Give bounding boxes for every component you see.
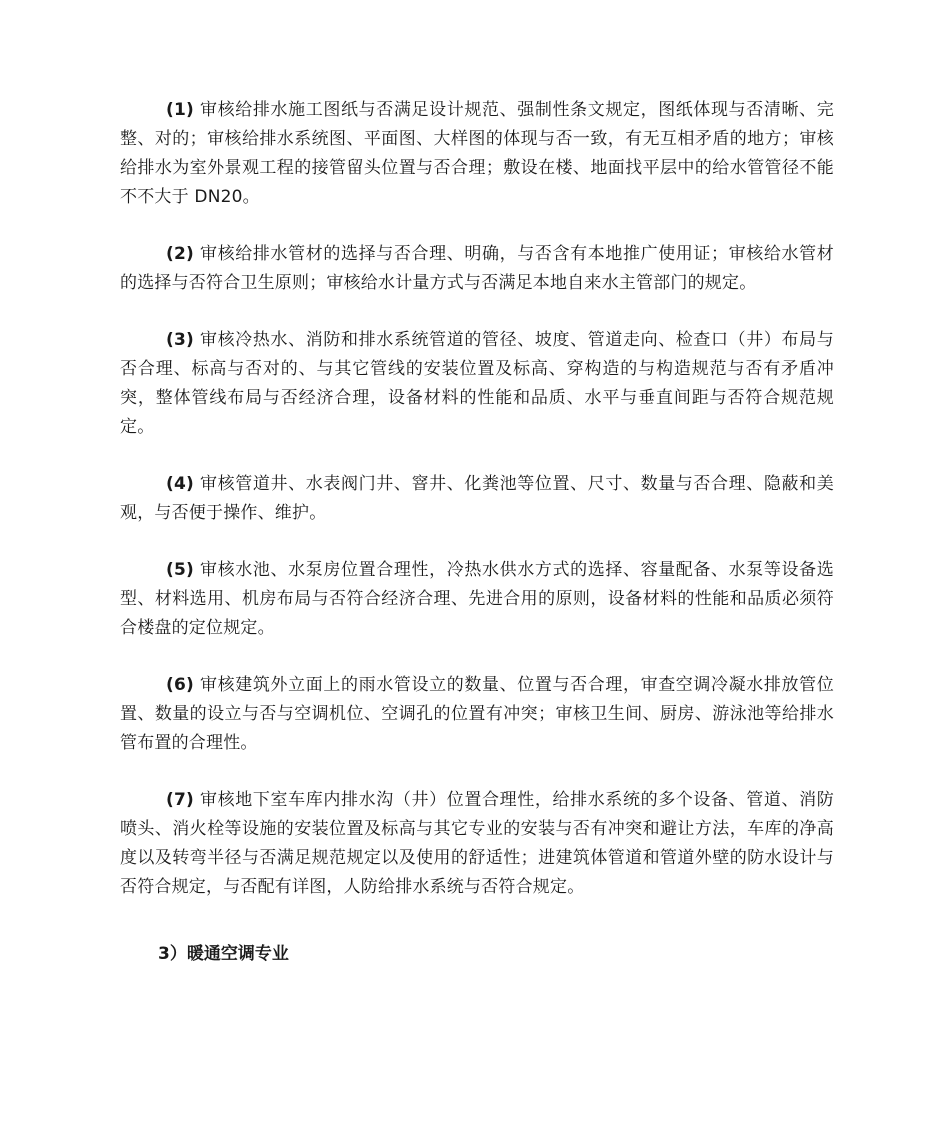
document-page	[120, 96, 834, 969]
paragraph-item-4	[120, 470, 834, 528]
item-number: (4)	[166, 474, 194, 494]
item-number: (6)	[166, 675, 194, 695]
item-number: (2)	[166, 244, 194, 264]
paragraph-item-7	[120, 786, 834, 902]
paragraph-item-3	[120, 326, 834, 442]
item-text: 审核给排水管材的选择与否合理、明确，与否含有本地推广使用证；审核给水管材的选择与否符合卫生原则；审核给水计量方式与否满足本地自来水主管部门的规定。	[120, 244, 834, 293]
item-text: 审核地下室车库内排水沟（井）位置合理性，给排水系统的多个设备、管道、消防喷头、消火栓等设施的安装位置及标高与其它专业的安装与否有冲突和避让方法，车库的净高度以及转弯半径与否满足规范规定以及使用的舒适性；进建筑体管道和管道外壁的防水设计与否符合规定，与否配有详图，人防给排水系统与否符合规定。	[120, 790, 834, 897]
paragraph-item-1	[120, 96, 834, 212]
item-number: (1)	[166, 100, 194, 120]
item-text: 审核冷热水、消防和排水系统管道的管径、坡度、管道走向、检查口（井）布局与否合理、标高与否对的、与其它管线的安装位置及标高、穿构造的与构造规范与否有矛盾冲突，整体管线布局与否经济合理，设备材料的性能和品质、水平与垂直间距与否符合规范规定。	[120, 330, 834, 437]
item-text: 审核建筑外立面上的雨水管设立的数量、位置与否合理，审查空调冷凝水排放管位置、数量的设立与否与空调机位、空调孔的位置有冲突；审核卫生间、厨房、游泳池等给排水管布置的合理性。	[120, 675, 834, 753]
item-number: (5)	[166, 560, 194, 580]
paragraph-item-2	[120, 240, 834, 298]
item-text: 审核管道井、水表阀门井、窨井、化粪池等位置、尺寸、数量与否合理、隐蔽和美观，与否便于操作、维护。	[120, 474, 834, 523]
paragraph-item-5	[120, 556, 834, 643]
item-number: (7)	[166, 790, 194, 810]
item-text: 审核给排水施工图纸与否满足设计规范、强制性条文规定，图纸体现与否清晰、完整、对的；审核给排水系统图、平面图、大样图的体现与否一致，有无互相矛盾的地方；审核给排水为室外景观工程的接管留头位置与否合理；敷设在楼、地面找平层中的给水管管径不能不不大于 DN20。	[120, 100, 834, 207]
paragraph-item-6	[120, 671, 834, 758]
item-text: 审核水池、水泵房位置合理性，冷热水供水方式的选择、容量配备、水泵等设备选型、材料选用、机房布局与否符合经济合理、先进合用的原则，设备材料的性能和品质必须符合楼盘的定位规定。	[120, 560, 834, 638]
section-heading: 3）暖通空调专业	[158, 944, 289, 964]
item-number: (3)	[166, 330, 194, 350]
